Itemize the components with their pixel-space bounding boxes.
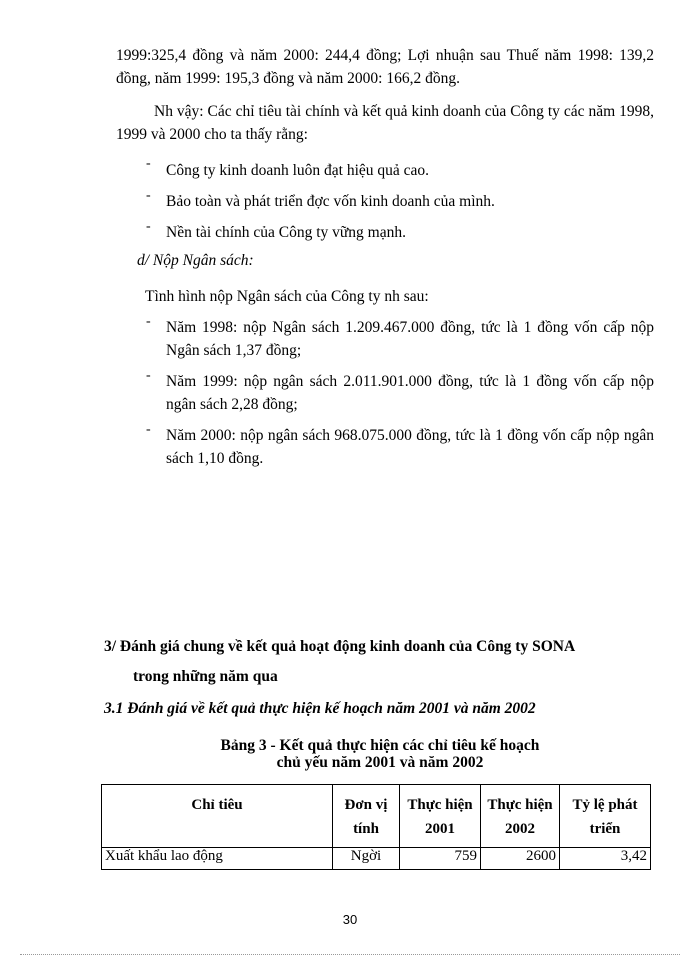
- header-text: triển: [589, 821, 621, 837]
- paragraph-intro: Nh vậy: Các chỉ tiêu tài chính và kết quả kinh doanh của Công ty các năm 1998, 1999 và 2000 cho ta thấy rằng:: [116, 103, 654, 143]
- header-text: Thực hiện: [407, 797, 473, 813]
- section-3-1-heading: 3.1 Đánh giá về kết quả thực hiện kế hoạch năm 2001 và năm 2002: [104, 700, 536, 717]
- cell-2002: 2600: [481, 848, 560, 870]
- bullet-dash: -: [146, 422, 151, 437]
- page-number: 30: [342, 912, 358, 927]
- header-2001: [400, 785, 481, 848]
- header-text: tính: [353, 821, 379, 837]
- header-indicator: [102, 785, 333, 848]
- header-text: Đơn vị: [344, 797, 388, 813]
- cell-unit: Ngời: [333, 848, 400, 870]
- cell-indicator: Xuất khẩu lao động: [102, 848, 333, 870]
- header-unit: [333, 785, 400, 848]
- list-item: Năm 2000: nộp ngân sách 968.075.000 đồng, tức là 1 đồng vốn cấp nộp ngân sách 1,10 đồng.: [166, 427, 654, 467]
- list-item: Công ty kinh doanh luôn đạt hiệu quả cao.: [166, 162, 430, 179]
- header-text: 2002: [505, 821, 535, 837]
- section-3-heading-cont: trong những năm qua: [133, 668, 278, 685]
- cell-growth: 3,42: [560, 848, 651, 870]
- list-item: Năm 1999: nộp ngân sách 2.011.901.000 đồng, tức là 1 đồng vốn cấp nộp ngân sách 2,28 đồng;: [166, 373, 654, 413]
- section-3-heading: 3/ Đánh giá chung về kết quả hoạt động kinh doanh của Công ty SONA: [104, 638, 576, 655]
- paragraph-top: 1999:325,4 đồng và năm 2000: 244,4 đồng; Lợi nhuận sau Thuế năm 1998: 139,2 đồng, năm 1999: 195,3 đồng và năm 2000: 166,2 đồng.: [116, 47, 654, 87]
- bullet-dash: -: [146, 219, 151, 234]
- table-caption: Bảng 3 - Kết quả thực hiện các chỉ tiêu kế hoạch: [220, 737, 540, 754]
- paragraph-budget: Tình hình nộp Ngân sách của Công ty nh sau:: [145, 288, 429, 305]
- list-item: Nền tài chính của Công ty vững mạnh.: [166, 224, 406, 241]
- header-text: 2001: [425, 821, 455, 837]
- table-header-row: [102, 785, 651, 848]
- bullet-dash: -: [146, 188, 151, 203]
- header-text: Tỷ lệ phát: [572, 797, 638, 813]
- list-item: Năm 1998: nộp Ngân sách 1.209.467.000 đồng, tức là 1 đồng vốn cấp nộp Ngân sách 1,37 đồng;: [166, 319, 654, 359]
- page-bottom-divider: [20, 954, 680, 955]
- header-2002: [481, 785, 560, 848]
- table-caption-cont: chủ yếu năm 2001 và năm 2002: [276, 754, 484, 771]
- bullet-dash: -: [146, 314, 151, 329]
- cell-2001: 759: [400, 848, 481, 870]
- header-growth: [560, 785, 651, 848]
- bullet-dash: -: [146, 368, 151, 383]
- table-row: [102, 848, 651, 870]
- list-item: Bảo toàn và phát triển đợc vốn kinh doanh của mình.: [166, 193, 495, 210]
- subheading-budget: d/ Nộp Ngân sách:: [137, 252, 254, 269]
- bullet-dash: -: [146, 156, 151, 171]
- header-text: Chỉ tiêu: [191, 797, 243, 813]
- results-table: [101, 784, 651, 870]
- header-text: Thực hiện: [487, 797, 553, 813]
